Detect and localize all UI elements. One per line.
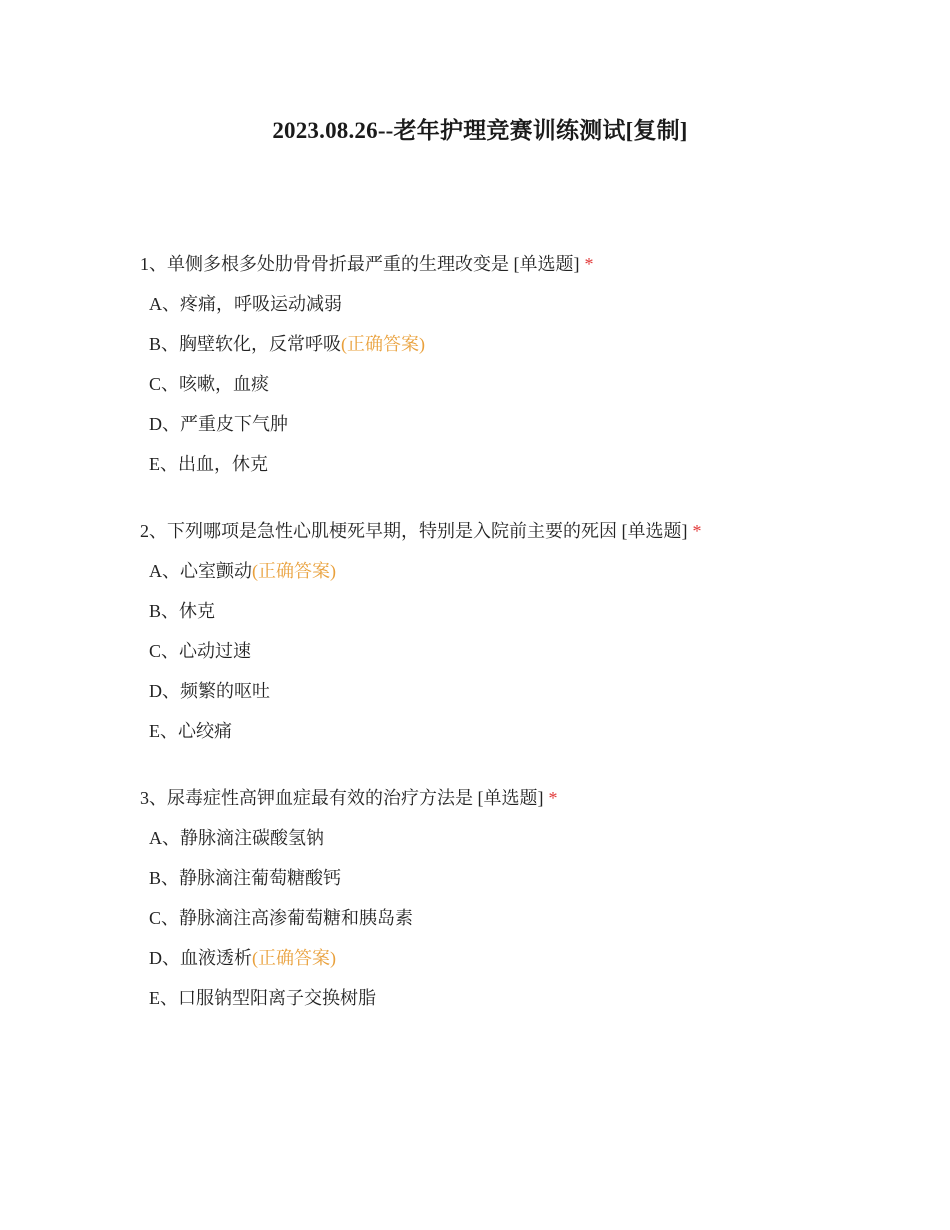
question-list xyxy=(140,251,900,1052)
option-text: B、静脉滴注葡萄糖酸钙 xyxy=(149,868,342,888)
option-e[interactable] xyxy=(140,985,900,1011)
page-title: 2023.08.26--老年护理竞赛训练测试[复制] xyxy=(272,118,688,143)
option-text: D、严重皮下气肿 xyxy=(149,414,288,434)
option-a[interactable] xyxy=(140,825,900,851)
required-mark: * xyxy=(692,521,702,541)
option-a[interactable] xyxy=(140,558,900,584)
correct-answer-tag: (正确答案) xyxy=(252,948,336,968)
option-c[interactable] xyxy=(140,905,900,931)
question-stem xyxy=(140,251,900,277)
option-d[interactable] xyxy=(140,411,900,437)
option-text: A、心室颤动 xyxy=(149,561,252,581)
option-text: D、血液透析 xyxy=(149,948,252,968)
question-2 xyxy=(140,518,900,744)
question-1 xyxy=(140,251,900,477)
correct-answer-tag: (正确答案) xyxy=(341,334,426,354)
option-b[interactable] xyxy=(140,331,900,357)
correct-answer-tag: (正确答案) xyxy=(252,561,336,581)
required-mark: * xyxy=(584,254,594,274)
question-stem xyxy=(140,785,900,811)
option-text: B、休克 xyxy=(149,601,216,621)
option-d[interactable] xyxy=(140,678,900,704)
option-text: E、心绞痛 xyxy=(149,721,232,741)
option-text: B、胸壁软化，反常呼吸 xyxy=(149,334,342,354)
option-text: A、疼痛，呼吸运动减弱 xyxy=(149,294,342,314)
question-stem xyxy=(140,518,900,544)
option-text: D、频繁的呕吐 xyxy=(149,681,270,701)
question-stem-text: 1、单侧多根多处肋骨骨折最严重的生理改变是 [单选题] xyxy=(140,254,580,274)
required-mark: * xyxy=(548,788,558,808)
option-b[interactable] xyxy=(140,598,900,624)
option-text: C、静脉滴注高渗葡萄糖和胰岛素 xyxy=(149,908,414,928)
option-text: C、心动过速 xyxy=(149,641,252,661)
option-e[interactable] xyxy=(140,451,900,477)
option-text: C、咳嗽，血痰 xyxy=(149,374,270,394)
question-stem-text: 3、尿毒症性高钾血症最有效的治疗方法是 [单选题] xyxy=(140,788,544,808)
option-e[interactable] xyxy=(140,718,900,744)
option-d[interactable] xyxy=(140,945,900,971)
question-stem-text: 2、下列哪项是急性心肌梗死早期，特别是入院前主要的死因 [单选题] xyxy=(140,521,688,541)
option-a[interactable] xyxy=(140,291,900,317)
option-b[interactable] xyxy=(140,865,900,891)
option-text: E、口服钠型阳离子交换树脂 xyxy=(149,988,376,1008)
option-c[interactable] xyxy=(140,371,900,397)
option-text: A、静脉滴注碳酸氢钠 xyxy=(149,828,324,848)
option-c[interactable] xyxy=(140,638,900,664)
question-3 xyxy=(140,785,900,1011)
option-text: E、出血，休克 xyxy=(149,454,268,474)
